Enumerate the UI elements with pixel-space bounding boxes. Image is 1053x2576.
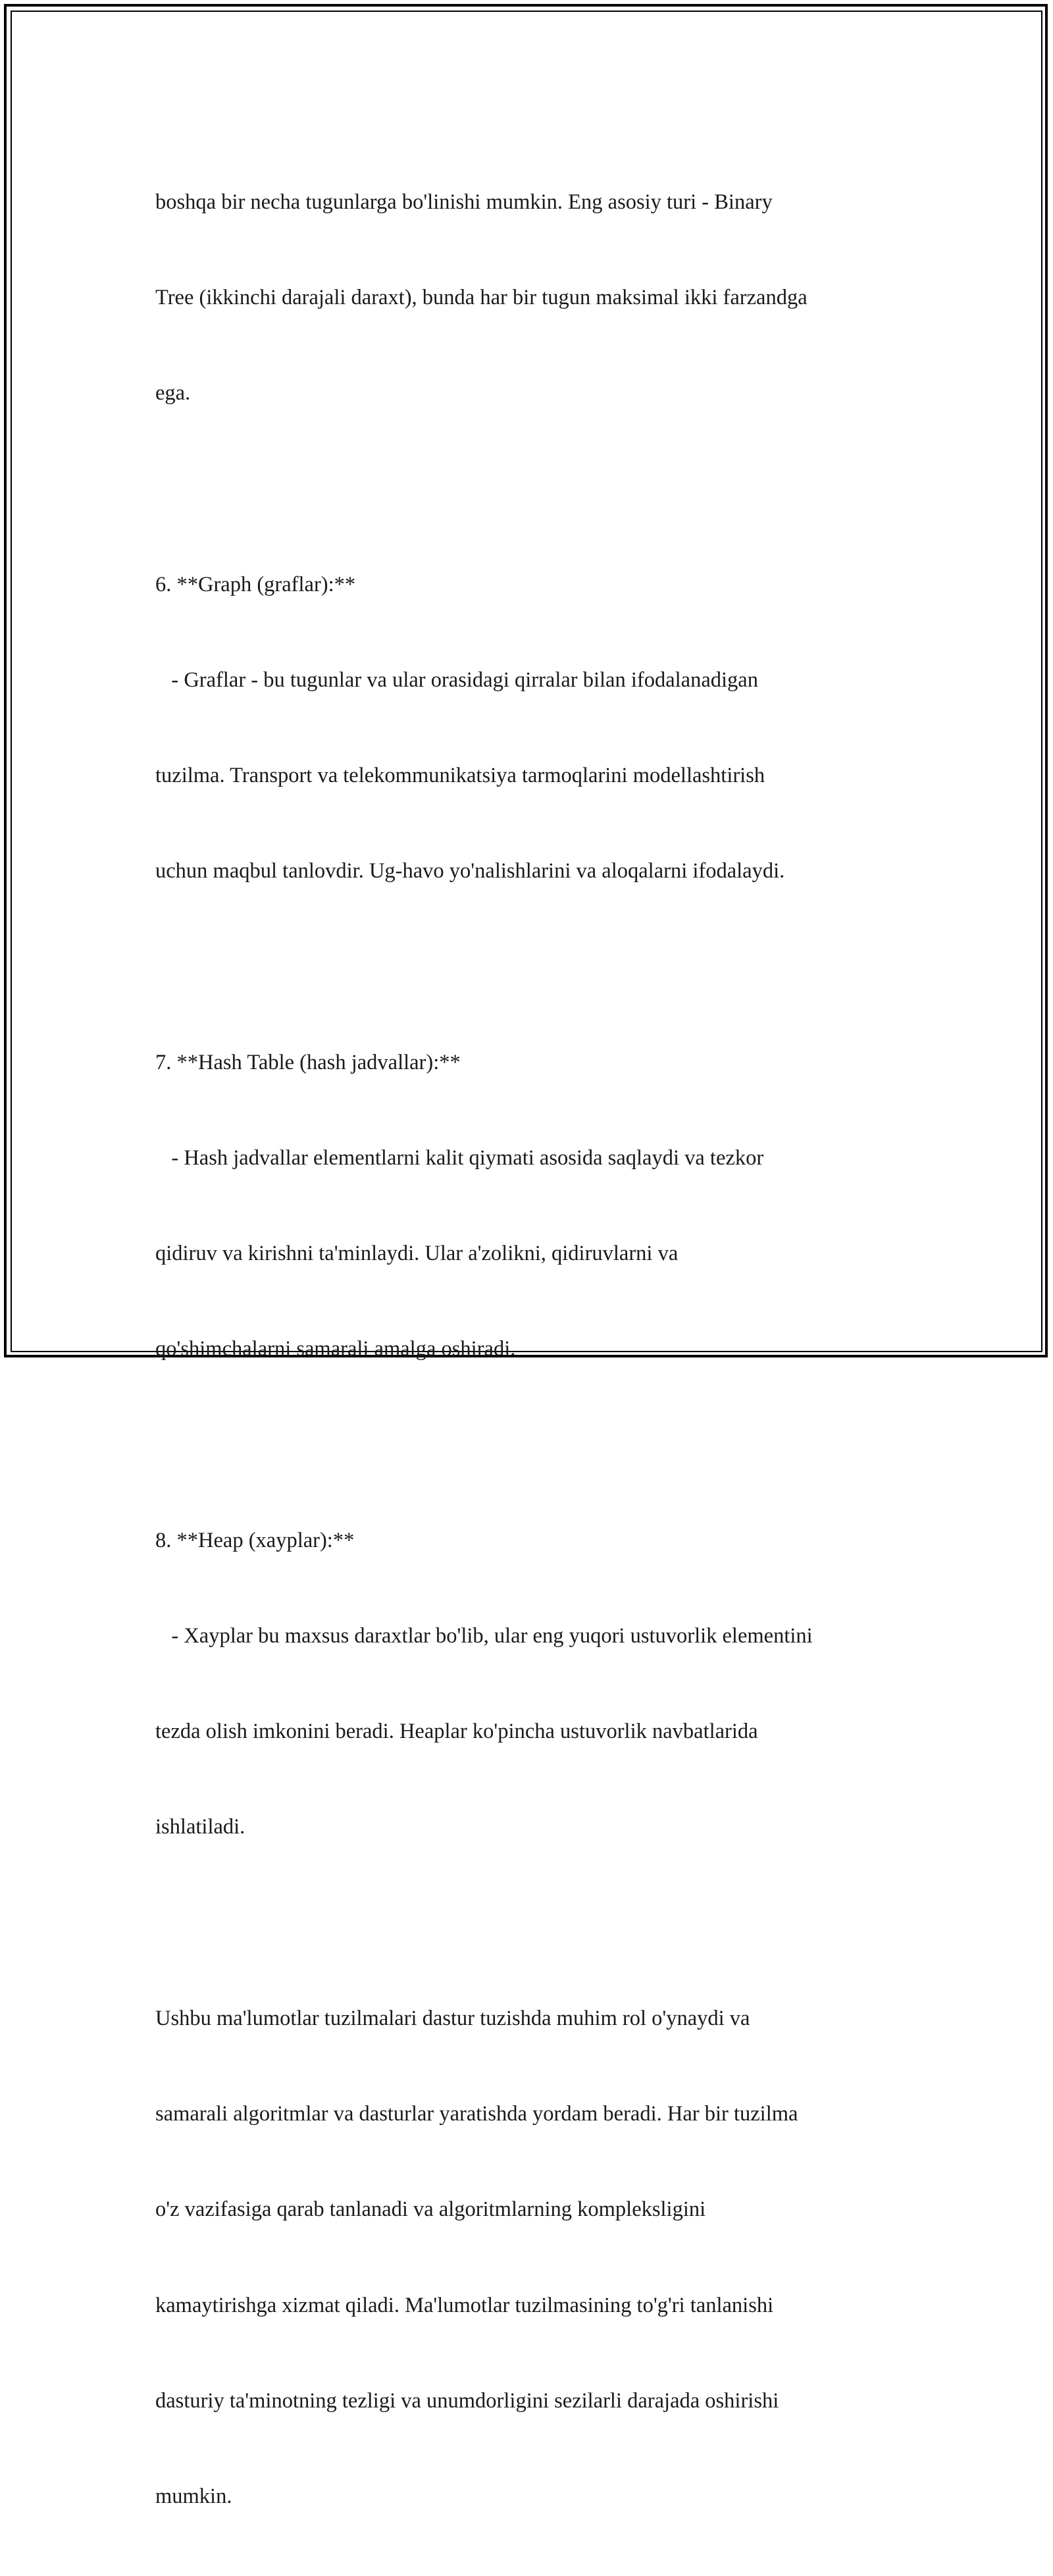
text-line: tezda olish imkonini beradi. Heaplar ko'pincha ustuvorlik navbatlarida — [155, 1720, 758, 1744]
paragraph-gap — [155, 951, 906, 983]
paragraph-intro-continuation — [155, 122, 906, 473]
text-line: ega. — [155, 381, 191, 406]
text-line: qo'shimchalarni samarali amalga oshiradi. — [155, 1337, 516, 1361]
text-line: - Hash jadvallar elementlarni kalit qiymati asosida saqlaydi va tezkor — [155, 1145, 764, 1170]
paragraph-item-8-heap — [155, 1461, 906, 1907]
paragraph-conclusion — [155, 1939, 906, 2576]
list-item-heading: 7. **Hash Table (hash jadvallar):** — [155, 1050, 461, 1074]
paragraph-gap — [155, 1429, 906, 1461]
text-line: kamaytirishga xizmat qiladi. Ma'lumotlar tuzilmasining to'g'ri tanlanishi — [155, 2293, 774, 2317]
text-line: samarali algoritmlar va dasturlar yaratishda yordam beradi. Har bir tuzilma — [155, 2102, 798, 2126]
text-line: tuzilma. Transport va telekommunikatsiya tarmoqlarini modellashtirish — [155, 764, 765, 788]
text-line: ishlatiladi. — [155, 1815, 245, 1839]
paragraph-item-6-graph — [155, 505, 906, 951]
text-line: qidiruv va kirishni ta'minlaydi. Ular a'zolikni, qidiruvlarni va — [155, 1242, 679, 1266]
paragraph-gap — [155, 473, 906, 504]
list-item-heading: 8. **Heap (xayplar):** — [155, 1528, 355, 1552]
paragraph-gap — [155, 1907, 906, 1939]
text-line: boshqa bir necha tugunlarga bo'linishi mumkin. Eng asosiy turi - Binary — [155, 190, 773, 214]
text-line: Tree (ikkinchi darajali daraxt), bunda har bir tugun maksimal ikki farzandga — [155, 286, 808, 310]
text-line: - Graflar - bu tugunlar va ular orasidagi qirralar bilan ifodalanadigan — [155, 668, 758, 692]
text-line: uchun maqbul tanlovdir. Ug-havo yo'nalishlarini va aloqalarni ifodalaydi. — [155, 859, 785, 883]
text-line: o'z vazifasiga qarab tanlanadi va algoritmlarning kompleksligini — [155, 2197, 706, 2222]
text-line: dasturiy ta'minotning tezligi va unumdorligini sezilarli darajada oshirishi — [155, 2388, 779, 2413]
document-body — [155, 122, 906, 2576]
text-line: Ushbu ma'lumotlar tuzilmalari dastur tuzishda muhim rol o'ynaydi va — [155, 2006, 750, 2030]
text-line: mumkin. — [155, 2484, 232, 2508]
text-line: - Xayplar bu maxsus daraxtlar bo'lib, ular eng yuqori ustuvorlik elementini — [155, 1624, 813, 1648]
paragraph-item-7-hash-table — [155, 983, 906, 1429]
list-item-heading: 6. **Graph (graflar):** — [155, 572, 356, 596]
